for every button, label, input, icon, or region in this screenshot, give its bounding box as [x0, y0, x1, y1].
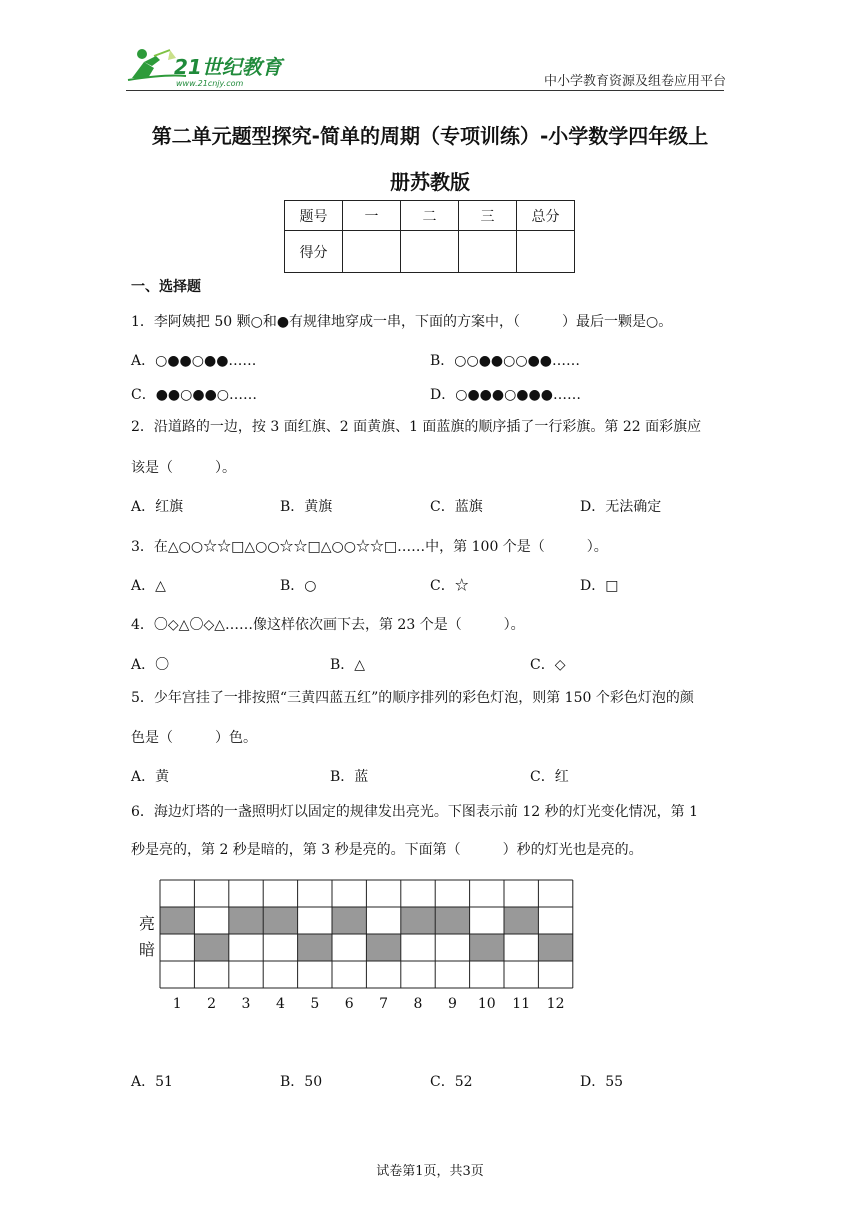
score-header-cell: 三 — [459, 201, 517, 231]
score-table — [284, 200, 575, 273]
question-3: 3．在△○○☆☆□△○○☆☆□△○○☆☆□……中，第 100 个是（ ）。 — [131, 539, 608, 555]
logo-icon — [126, 44, 296, 90]
q5-option-b: B．蓝 — [330, 769, 369, 785]
light-pattern-figure — [130, 872, 590, 1012]
q2-option-c: C．蓝旗 — [430, 499, 483, 515]
q1-option-b: B．○○●●○○●●…… — [430, 353, 581, 369]
second-label: 10 — [477, 996, 496, 1012]
second-label: 2 — [207, 996, 217, 1012]
score-header-cell: 总分 — [517, 201, 575, 231]
second-label: 12 — [546, 996, 565, 1012]
grid-cell-dark — [298, 934, 332, 961]
q6-option-d: D．55 — [580, 1074, 624, 1090]
q4-option-a: A．〇 — [131, 657, 170, 673]
page-title-line1: 第二单元题型探究-简单的周期（专项训练）-小学数学四年级上 — [151, 124, 709, 148]
second-label: 4 — [275, 996, 285, 1012]
score-header-cell: 题号 — [285, 201, 343, 231]
question-2: 2．沿道路的一边，按 3 面红旗、2 面黄旗、1 面蓝旗的顺序插了一行彩旗。第 22 面彩旗应 — [131, 419, 702, 435]
score-row-label: 得分 — [285, 231, 343, 273]
second-label: 3 — [241, 996, 251, 1012]
page-title-line2: 册苏教版 — [390, 170, 470, 194]
question-6-line2: 秒是亮的，第 2 秒是暗的，第 3 秒是亮的。下面第（ ）秒的灯光也是亮的。 — [131, 842, 643, 858]
question-2-line2: 该是（ ）。 — [131, 460, 236, 476]
q2-option-a: A．红旗 — [131, 499, 184, 515]
grid-cell-dark — [538, 934, 572, 961]
question-4: 4．〇◇△〇◇△……像这样依次画下去，第 23 个是（ ）。 — [131, 617, 525, 633]
q1-option-c: C．●●○●●○…… — [131, 387, 258, 403]
label-bright: 亮 — [139, 914, 156, 933]
q3-option-b: B．○ — [280, 578, 317, 594]
q2-option-b: B．黄旗 — [280, 499, 333, 515]
label-dark: 暗 — [139, 940, 156, 959]
q5-option-c: C．红 — [530, 769, 569, 785]
logo-text: 21世纪教育 — [174, 55, 282, 79]
grid-cell-bright — [160, 907, 194, 934]
q6-option-c: C．52 — [430, 1074, 473, 1090]
second-label: 1 — [172, 996, 182, 1012]
grid-cell-dark — [366, 934, 400, 961]
question-1: 1．李阿姨把 50 颗○和●有规律地穿成一串，下面的方案中，（ ）最后一颗是○。 — [131, 314, 673, 330]
grid-cell-dark — [470, 934, 504, 961]
light-grid — [160, 880, 573, 1012]
second-label: 5 — [310, 996, 320, 1012]
q4-option-c: C．◇ — [530, 657, 566, 673]
score-cell — [343, 231, 401, 273]
q1-option-a: A．○●●○●●…… — [131, 353, 257, 369]
grid-cell-bright — [504, 907, 538, 934]
q6-option-b: B．50 — [280, 1074, 323, 1090]
score-cell — [401, 231, 459, 273]
grid-cell-bright — [263, 907, 297, 934]
q1-option-d: D．○●●●○●●●…… — [430, 387, 581, 403]
second-label: 9 — [447, 996, 457, 1012]
score-header-cell: 二 — [401, 201, 459, 231]
page-footer: 试卷第1页，共3页 — [376, 1164, 484, 1179]
platform-name: 中小学教育资源及组卷应用平台 — [543, 74, 726, 89]
grid-cell-dark — [194, 934, 228, 961]
score-cell — [517, 231, 575, 273]
score-cell — [459, 231, 517, 273]
grid-cell-bright — [332, 907, 366, 934]
header-divider — [126, 90, 724, 91]
section-heading: 一、选择题 — [131, 279, 201, 295]
q3-option-c: C．☆ — [430, 578, 469, 594]
q3-option-d: D．□ — [580, 578, 619, 594]
question-6: 6．海边灯塔的一盏照明灯以固定的规律发出亮光。下图表示前 12 秒的灯光变化情况，第 1 — [131, 804, 698, 820]
second-label: 7 — [379, 996, 389, 1012]
logo-url: www.21cnjy.com — [176, 79, 244, 88]
second-label: 11 — [512, 996, 531, 1012]
q3-option-a: A．△ — [131, 578, 166, 594]
q4-option-b: B．△ — [330, 657, 366, 673]
grid-cell-bright — [229, 907, 263, 934]
second-label: 8 — [413, 996, 423, 1012]
question-5-line2: 色是（ ）色。 — [131, 730, 257, 746]
score-header-cell: 一 — [343, 201, 401, 231]
second-label: 6 — [344, 996, 354, 1012]
q5-option-a: A．黄 — [131, 769, 170, 785]
grid-cell-bright — [401, 907, 435, 934]
q2-option-d: D．无法确定 — [580, 499, 662, 515]
q6-option-a: A．51 — [131, 1074, 173, 1090]
grid-cell-bright — [435, 907, 469, 934]
question-5: 5．少年宫挂了一排按照“三黄四蓝五红”的顺序排列的彩色灯泡，则第 150 个彩色灯泡的颜 — [131, 690, 694, 706]
